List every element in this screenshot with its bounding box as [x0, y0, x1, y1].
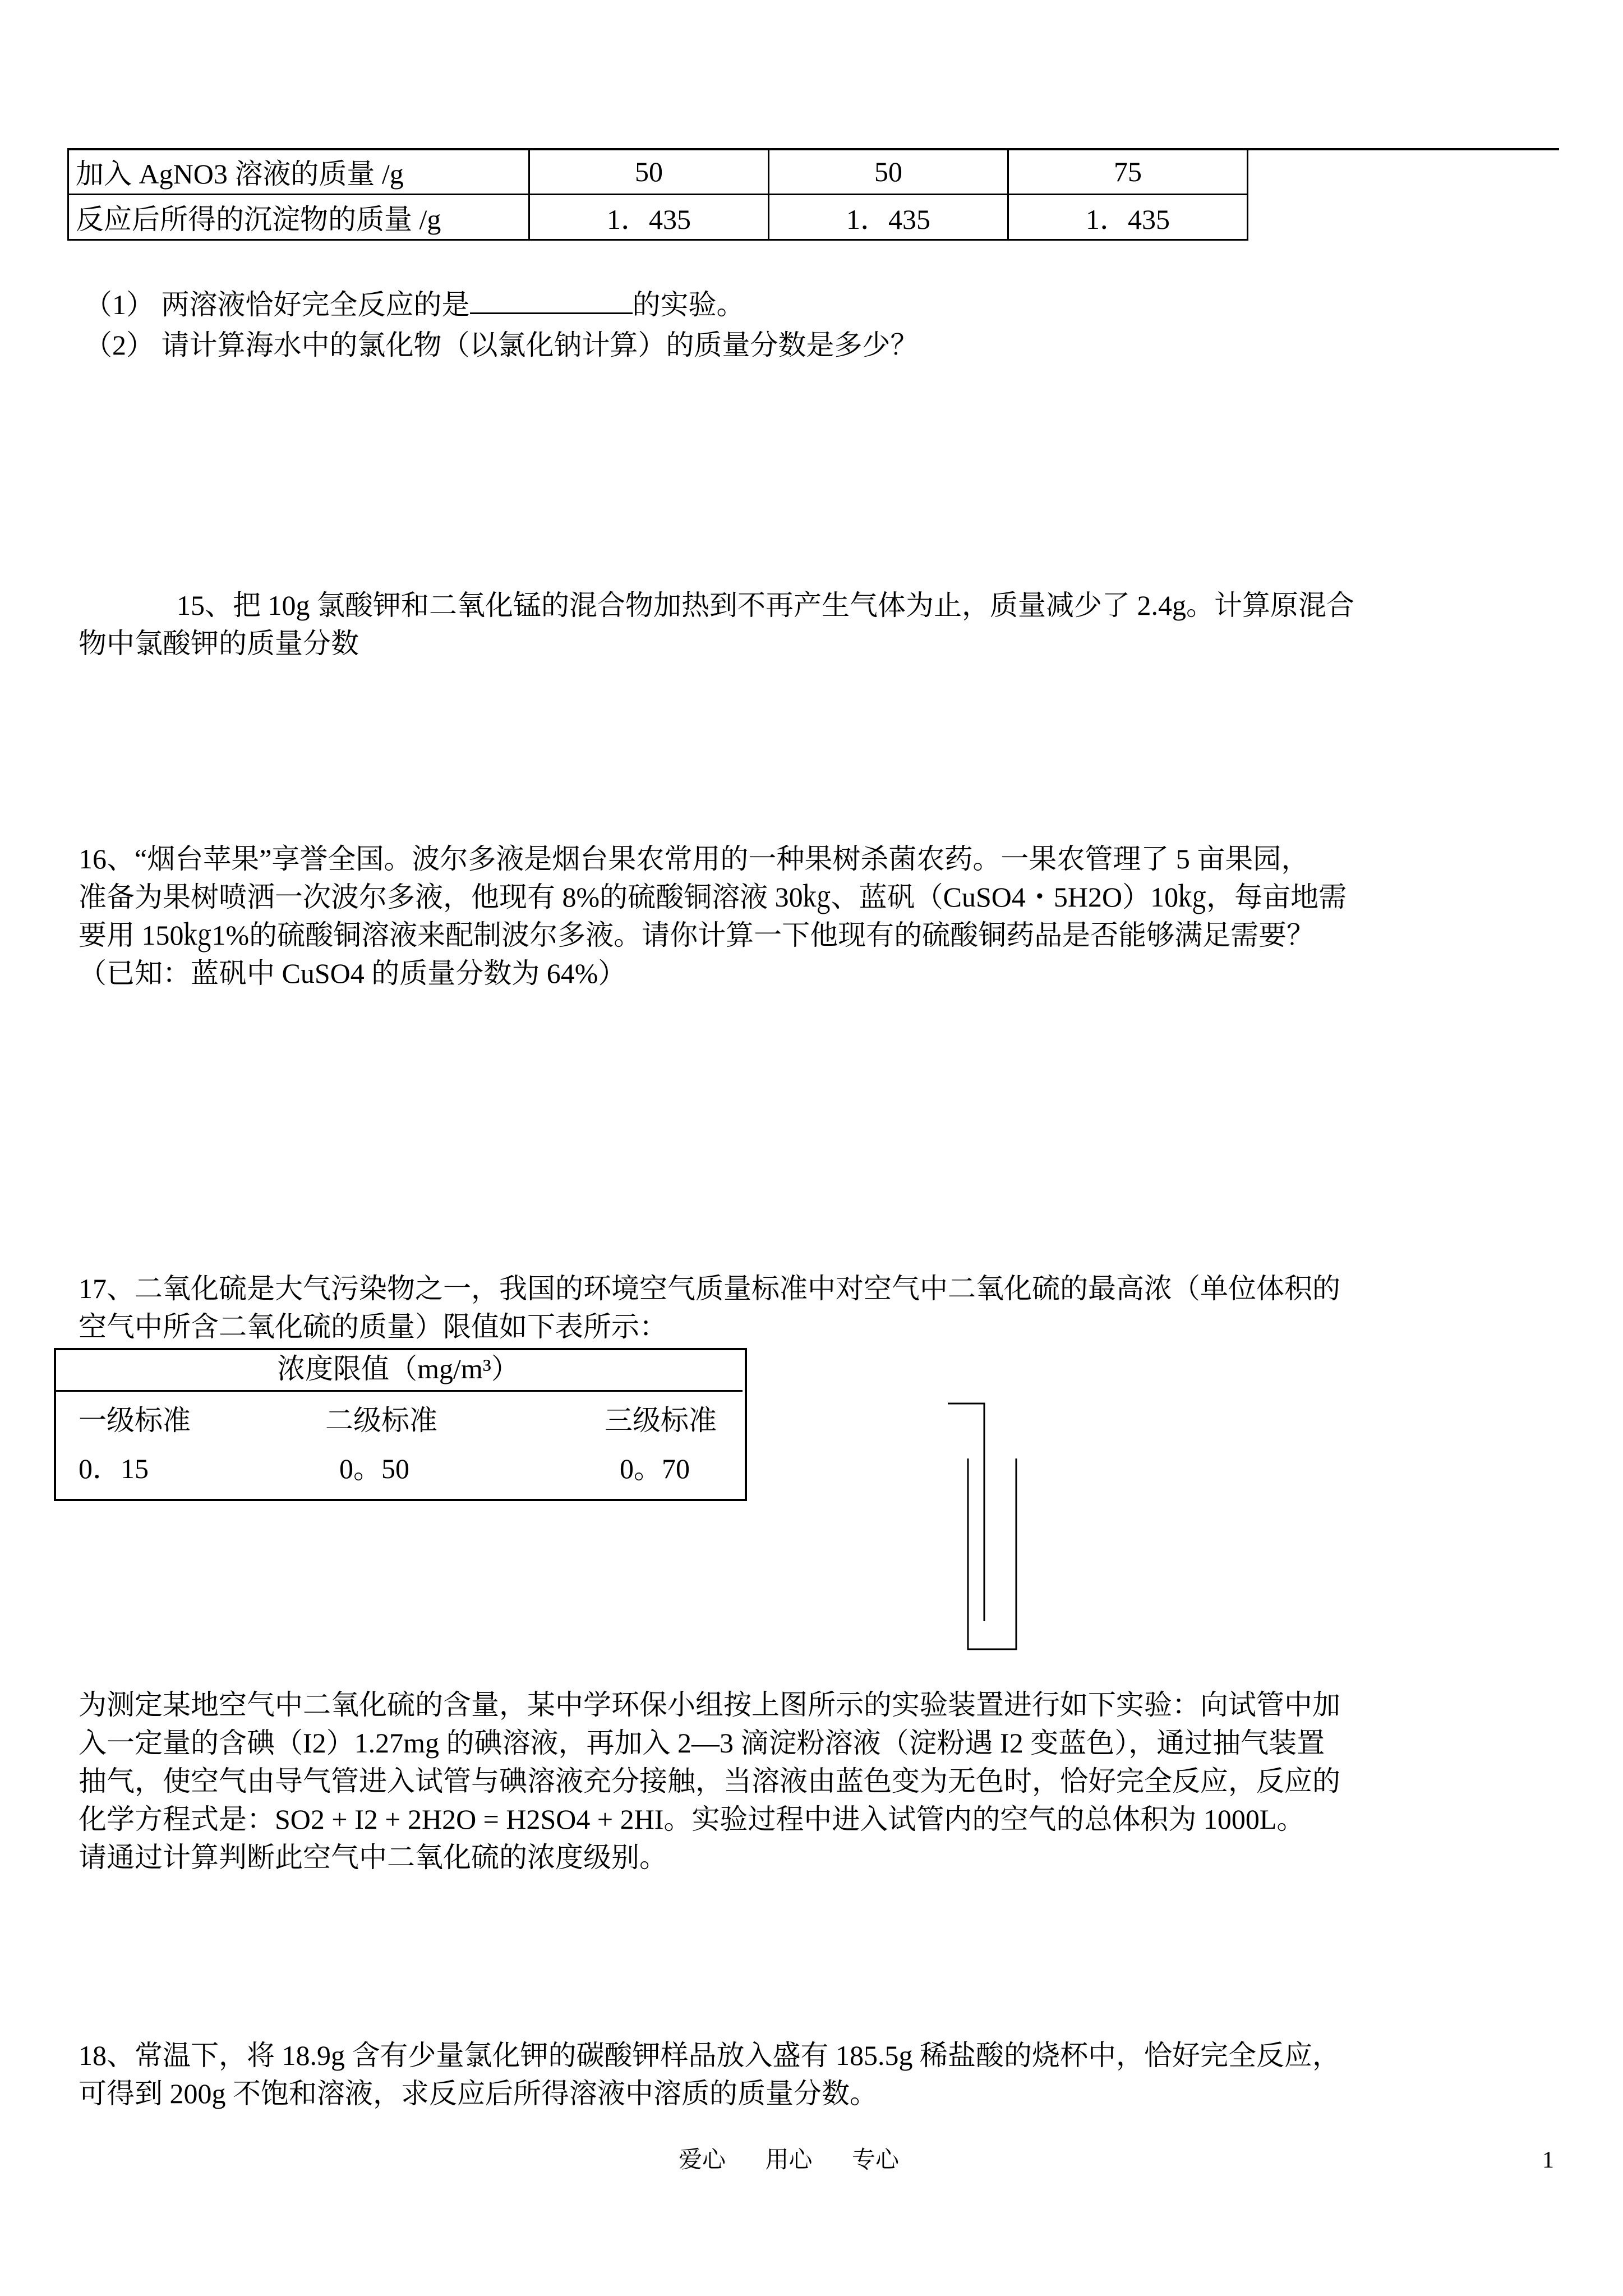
q17-line: 17、二氧化硫是大气污染物之一，我国的环境空气质量标准中对空气中二氧化硫的最高浓（单位体积的	[79, 1273, 1340, 1304]
q17-body-line: 化学方程式是：SO2 + I2 + 2H2O = H2SO4 + 2HI。实验过程中进入试管内的空气的总体积为 1000L。	[79, 1803, 1305, 1835]
limit-value-2: 0。50	[339, 1453, 409, 1484]
limit-value-3: 0。70	[620, 1453, 690, 1484]
q14-part2: （2） 请计算海水中的氯化物（以氯化钠计算）的质量分数是多少？	[84, 329, 919, 361]
question-16	[79, 840, 1347, 992]
question-18	[79, 2036, 1340, 2113]
footer	[679, 2146, 933, 2174]
level-label-3: 三级标准	[605, 1405, 717, 1436]
q17-body-line: 入一定量的含碘（I2）1.27mg 的碘溶液，再加入 2—3 滴淀粉溶液（淀粉遇 I2 变蓝色），通过抽气装置	[79, 1727, 1325, 1759]
q15-line: 物中氯酸钾的质量分数	[79, 628, 359, 659]
q16-line: （已知：蓝矾中 CuSO4 的质量分数为 64%）	[79, 958, 626, 989]
q16-line: 要用 150㎏1%的硫酸铜溶液来配制波尔多液。请你计算一下他现有的硫酸铜药品是否能够满足需要？	[79, 919, 1315, 951]
question-17	[79, 1269, 1340, 1346]
concentration-table-header: 浓度限值（mg/m³）	[277, 1353, 519, 1384]
q17-body-line: 请通过计算判断此空气中二氧化硫的浓度级别。	[79, 1842, 667, 1873]
table-cell: 加入 AgNO3 溶液的质量 /g	[68, 149, 529, 195]
table-cell: 75	[1008, 149, 1248, 195]
question-15	[79, 586, 1354, 662]
q17-line: 空气中所含二氧化硫的质量）限值如下表所示：	[79, 1311, 667, 1342]
footer-word: 用心	[765, 2147, 813, 2173]
question-17-body	[79, 1686, 1340, 1876]
q18-line: 可得到 200g 不饱和溶液，求反应后所得溶液中溶质的质量分数。	[79, 2078, 878, 2109]
q14-part1-suffix: 的实验。	[632, 289, 745, 320]
limit-value-1: 0．15	[79, 1453, 149, 1484]
answer-blank[interactable]	[470, 288, 633, 314]
table-cell: 1．435	[529, 195, 769, 240]
gas-inlet-tube	[948, 1404, 984, 1621]
footer-word: 专心	[852, 2147, 900, 2173]
q15-line: 15、把 10g 氯酸钾和二氧化锰的混合物加热到不再产生气体为止，质量减少了 2.4g。计算原混合	[177, 590, 1354, 621]
test-tube	[968, 1458, 1016, 1649]
table-cell: 50	[529, 149, 769, 195]
q16-line: 16、“烟台苹果”享誉全国。波尔多液是烟台果农常用的一种果树杀菌农药。一果农管理了 5 亩果园，	[79, 843, 1310, 875]
level-label-2: 二级标准	[325, 1405, 437, 1436]
table-cell: 1．435	[769, 195, 1008, 240]
table-cell: 反应后所得的沉淀物的质量 /g	[68, 195, 529, 240]
q14-part1-prefix: （1） 两溶液恰好完全反应的是	[84, 289, 470, 320]
test-tube-apparatus-icon	[931, 1402, 1032, 1660]
table-cell: 50	[769, 149, 1008, 195]
page-number: 1	[1542, 2147, 1554, 2173]
experiment-data-table	[67, 148, 1248, 241]
q17-body-line: 为测定某地空气中二氧化硫的含量，某中学环保小组按上图所示的实验装置进行如下实验：向试管中加	[79, 1689, 1340, 1720]
table-divider	[54, 1390, 743, 1392]
q18-line: 18、常温下，将 18.9g 含有少量氯化钾的碳酸钾样品放入盛有 185.5g 稀盐酸的烧杯中，恰好完全反应，	[79, 2040, 1340, 2071]
q14-part1	[84, 288, 745, 321]
q16-line: 准备为果树喷洒一次波尔多液，他现有 8%的硫酸铜溶液 30㎏、蓝矾（CuSO4・5H2O）10㎏，每亩地需	[79, 881, 1347, 913]
table-row	[68, 149, 1248, 195]
q17-body-line: 抽气，使空气由导气管进入试管与碘溶液充分接触，当溶液由蓝色变为无色时，恰好完全反应，反应的	[79, 1765, 1340, 1797]
footer-word: 爱心	[679, 2147, 726, 2173]
table-row	[68, 195, 1248, 240]
table-cell: 1．435	[1008, 195, 1248, 240]
level-label-1: 一级标准	[79, 1405, 191, 1436]
